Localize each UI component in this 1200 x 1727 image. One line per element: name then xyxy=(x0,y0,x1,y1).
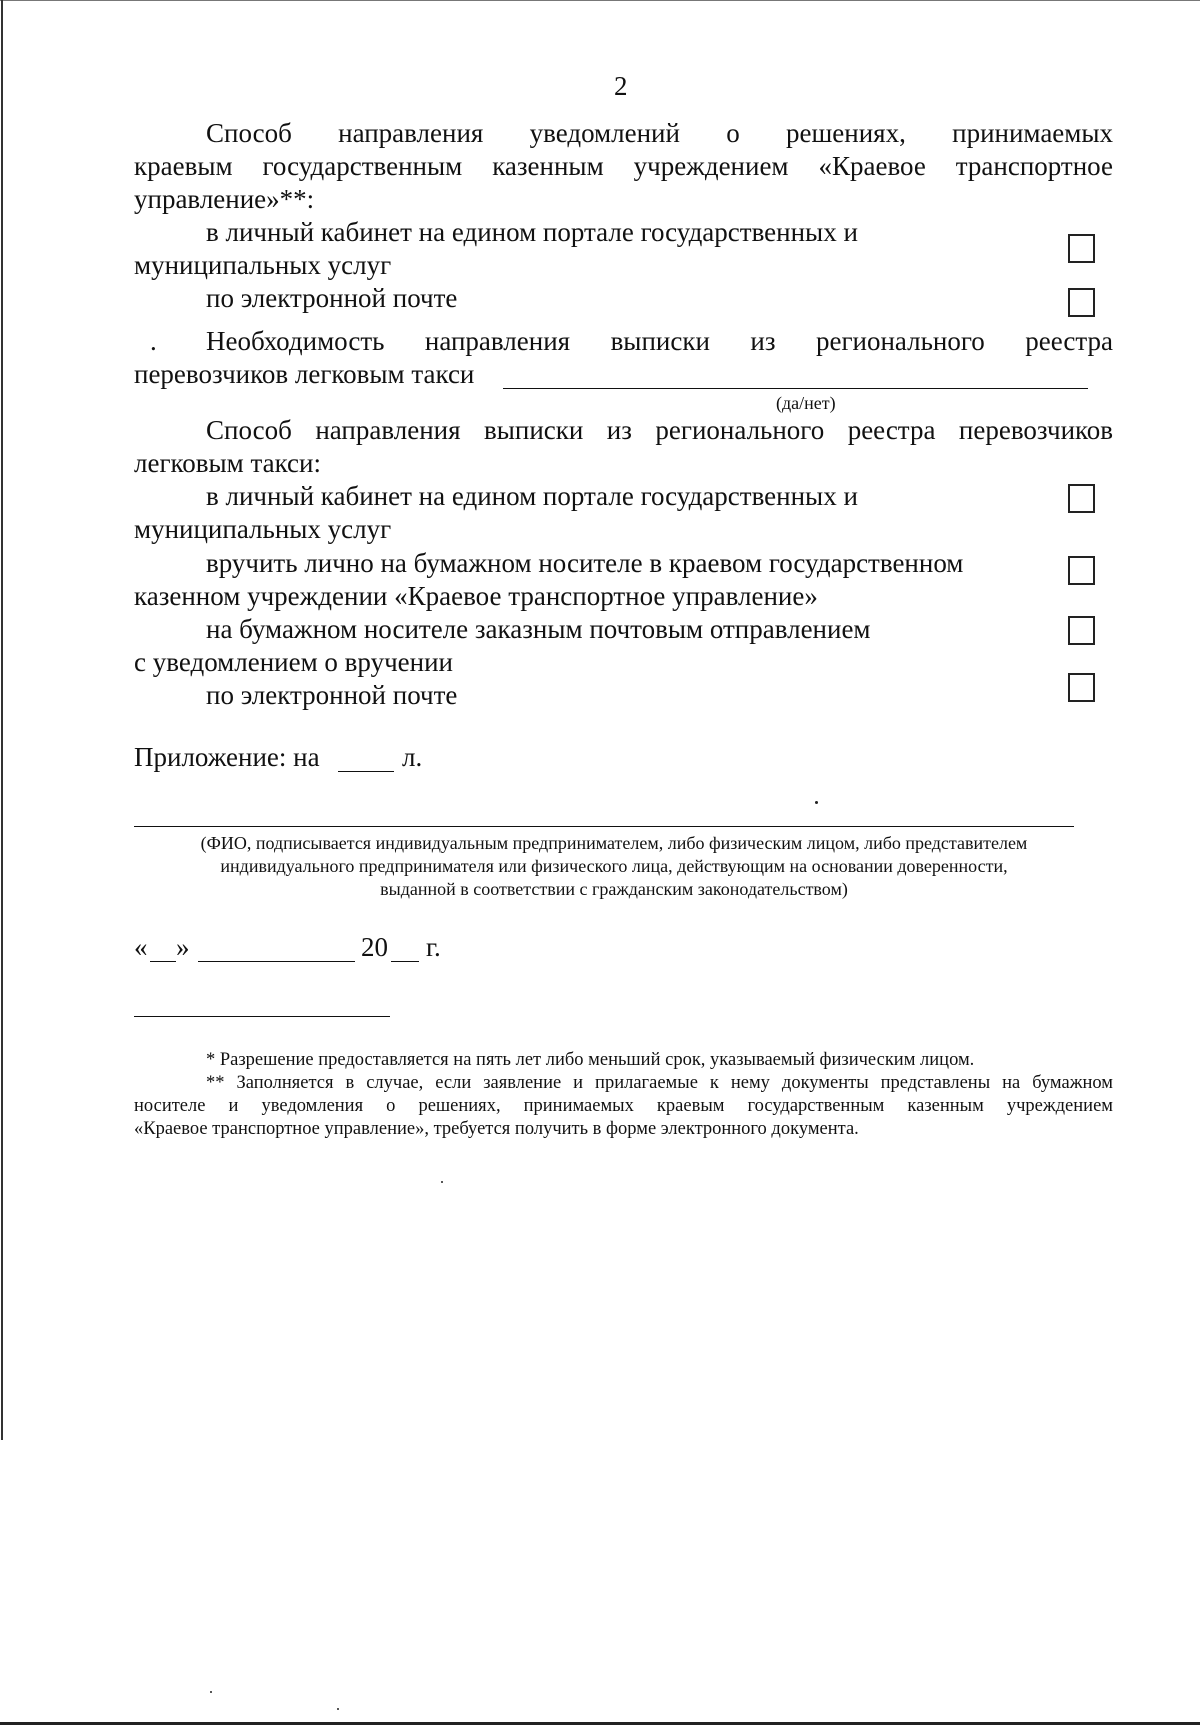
scan-speck xyxy=(337,1708,339,1710)
extract-need-marker: . xyxy=(150,326,157,356)
scan-speck xyxy=(815,801,818,804)
footnote-2-line2: носителе и уведомления о решениях, принимаемых краевым государственным казенным учреждением xyxy=(134,1096,1113,1116)
extract-need-line1: Необходимость направления выписки из регионального реестра xyxy=(206,326,1114,356)
extract-option-mail-line1: на бумажном носителе заказным почтовым отправлением xyxy=(206,614,871,644)
page-edge-left xyxy=(1,0,3,1440)
notify-heading-line2: краевым государственным казенным учреждением «Краевое транспортное xyxy=(134,151,1113,181)
date-day-field[interactable] xyxy=(150,961,176,962)
notify-email-checkbox[interactable] xyxy=(1068,288,1095,317)
extract-inperson-checkbox[interactable] xyxy=(1068,556,1095,585)
footnote-2-line1: ** Заполняется в случае, если заявление и прилагаемые к нему документы представлены на бумажном xyxy=(206,1073,1113,1093)
attachment-pages-field[interactable] xyxy=(338,771,394,772)
extract-email-checkbox[interactable] xyxy=(1068,673,1095,702)
notify-portal-checkbox[interactable] xyxy=(1068,234,1095,263)
extract-option-inperson-line2: казенном учреждении «Краевое транспортное управление» xyxy=(134,581,818,611)
extract-need-line2: перевозчиков легковым такси xyxy=(134,359,475,389)
notify-heading-line1: Способ направления уведомлений о решениях, принимаемых xyxy=(206,118,1114,148)
extract-option-email: по электронной почте xyxy=(206,680,458,710)
footnote-2-line3: «Краевое транспортное управление», требуется получить в форме электронного документа. xyxy=(134,1119,859,1139)
notify-option-portal-line2: муниципальных услуг xyxy=(134,250,392,280)
page-edge-top xyxy=(0,0,1200,1)
page-number: 2 xyxy=(614,71,628,101)
date-close-quote: » xyxy=(176,932,190,962)
extract-heading-line2: легковым такси: xyxy=(134,448,321,478)
footnote-separator xyxy=(134,1016,390,1017)
scan-speck xyxy=(210,1691,212,1693)
attachment-suffix: л. xyxy=(402,742,423,772)
date-open-quote: « xyxy=(134,932,148,962)
signature-field[interactable] xyxy=(134,826,1074,827)
extract-option-mail-line2: с уведомлением о вручении xyxy=(134,647,453,677)
extract-option-inperson-line1: вручить лично на бумажном носителе в краевом государственном xyxy=(206,548,964,578)
date-year-prefix: 20 xyxy=(361,932,388,962)
attachment-prefix: Приложение: на xyxy=(134,742,320,772)
extract-option-portal-line1: в личный кабинет на едином портале государственных и xyxy=(206,481,858,511)
extract-portal-checkbox[interactable] xyxy=(1068,484,1095,513)
date-year-field[interactable] xyxy=(391,961,419,962)
extract-heading-line1: Способ направления выписки из регионального реестра перевозчиков xyxy=(206,415,1114,445)
notify-heading-line3: управление»**: xyxy=(134,184,315,214)
page-edge-bottom xyxy=(0,1722,1200,1725)
extract-option-portal-line2: муниципальных услуг xyxy=(134,514,392,544)
signature-caption-line3: выданной в соответствии с гражданским законодательством) xyxy=(380,879,848,899)
extract-need-answer-field[interactable] xyxy=(503,388,1088,389)
date-year-suffix: г. xyxy=(426,932,441,962)
extract-need-hint: (да/нет) xyxy=(776,393,836,413)
notify-option-email: по электронной почте xyxy=(206,283,458,313)
notify-option-portal-line1: в личный кабинет на едином портале государственных и xyxy=(206,217,858,247)
scan-speck xyxy=(441,1181,443,1183)
footnote-1: * Разрешение предоставляется на пять лет либо меньший срок, указываемый физическим лицом. xyxy=(206,1050,975,1070)
extract-mail-checkbox[interactable] xyxy=(1068,616,1095,645)
date-month-field[interactable] xyxy=(198,961,355,962)
signature-caption-line1: (ФИО, подписывается индивидуальным предпринимателем, либо физическим лицом, либо представителем xyxy=(200,833,1028,853)
signature-caption-line2: индивидуального предпринимателя или физического лица, действующим на основании доверенности, xyxy=(220,856,1008,876)
